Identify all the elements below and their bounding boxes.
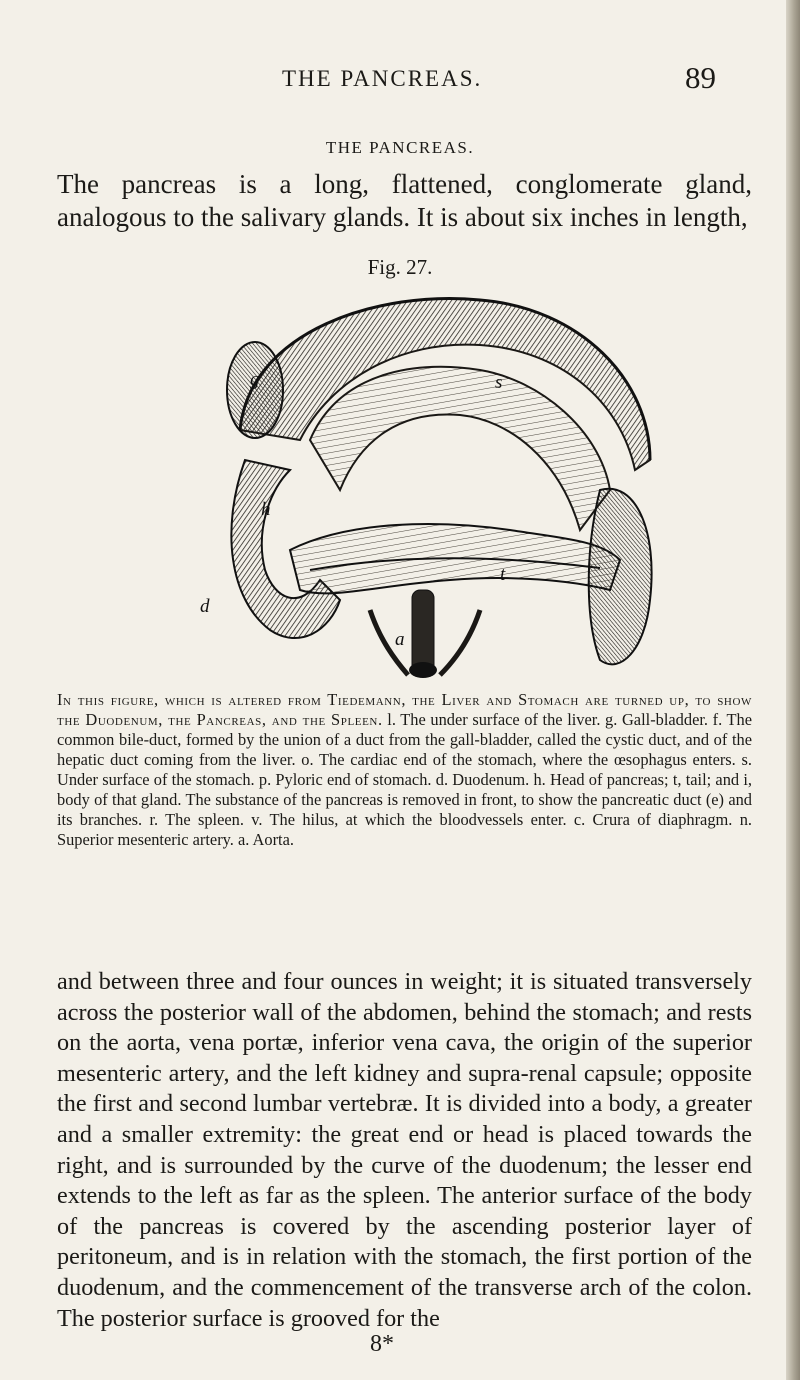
label-s: s: [495, 372, 503, 393]
label-a: a: [395, 629, 405, 650]
running-head: [0, 60, 800, 100]
caption-body: l. The under surface of the liver. g. Gall-bladder. f. The common bile-duct, formed by the union of a duct from the gall-bladder, called the cystic duct, and of the hepatic duct coming from the liver. o. The cardiac end of the stomach, where the œsophagus enters. s. Under surface of the stomach. p. Pyloric end of stomach. d. Duodenum. h. Head of pancreas; t, tail; and i, body of that gland. The substance of the pancreas is removed in front, to show the pancreatic duct (e) and its branches. r. The spleen. v. The hilus, at which the bloodvessels enter. c. Crura of diaphragm. n. Superior mesenteric artery. a. Aorta.: [57, 710, 752, 849]
figure-label: Fig. 27.: [367, 255, 433, 279]
body-paragraph: and between three and four ounces in weight; it is situated transversely across the posterior wall of the abdomen, behind the stomach; and rests on the aorta, vena portæ, inferior vena cava, the origin of the superior mesenteric artery, and the left kidney and supra-renal capsule; opposite the first and second lumbar vertebræ. It is divided into a body, a greater and a smaller extremity: the great end or head is placed towards the right, and is surrounded by the curve of the duodenum; the lesser end extends to the left as far as the spleen. The anterior surface of the body of the pancreas is covered by the ascending posterior layer of peritoneum, and is in relation with the stomach, the first portion of the duodenum, and the commencement of the transverse arch of the colon. The posterior surface is grooved for the: [57, 968, 752, 1332]
page-number: 89: [685, 60, 716, 95]
gall-bladder-shape: [227, 342, 283, 438]
anatomical-illustration: [180, 290, 660, 680]
signature-mark: 8*: [370, 1331, 394, 1357]
label-d: d: [200, 596, 210, 617]
caption-lead: In this figure, which is altered from Tiedemann, the Liver and Stomach are turned up, to show the Duodenum, the Pancreas, and the Spleen.: [57, 690, 752, 729]
spleen-shape: [589, 489, 652, 665]
stomach-shape: [310, 367, 610, 530]
label-g: g: [250, 369, 260, 390]
page-edge: [786, 0, 800, 1380]
label-h: h: [261, 499, 271, 520]
running-title: THE PANCREAS.: [282, 66, 483, 91]
section-title: THE PANCREAS.: [325, 138, 475, 157]
pancreas-engraving: [180, 290, 660, 680]
figure-caption: [57, 690, 752, 850]
intro-paragraph: The pancreas is a long, flattened, conglomerate gland, analogous to the salivary glands. It is about six inches in length,: [57, 169, 752, 232]
label-t: t: [500, 564, 506, 585]
